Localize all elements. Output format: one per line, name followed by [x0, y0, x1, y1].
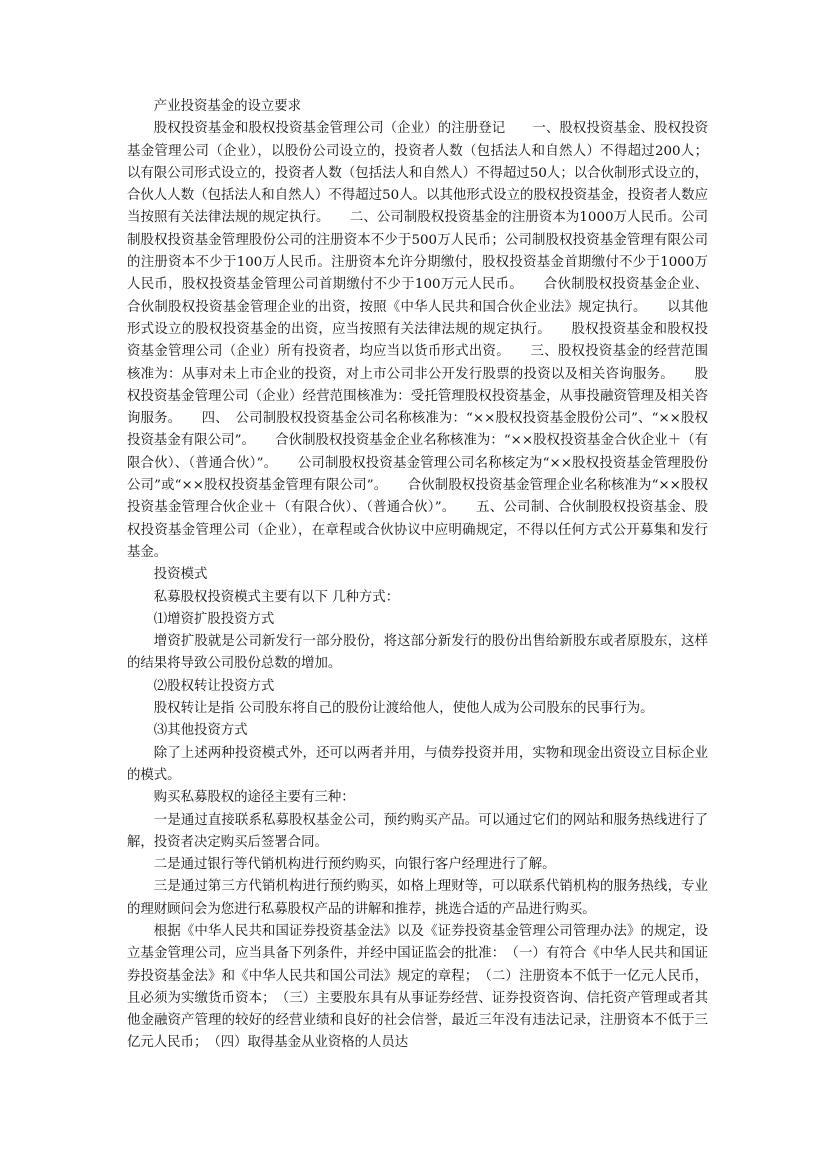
subheading-capital-increase: ⑴增资扩股投资方式 [153, 611, 275, 627]
document-page [127, 96, 708, 1055]
paragraph-channel-two: 二是通过银行等代销机构进行预约购买，向银行客户经理进行了解。 [153, 857, 556, 873]
paragraph-channel-one: 一是通过直接联系私募股权基金公司，预约购买产品。可以通过它们的网站和服务热线进行了解，投资者决定购买后签署合同。 [127, 812, 708, 850]
paragraph-fund-company-conditions: 根据《中华人民共和国证券投资基金法》以及《证券投资基金管理公司管理办法》的规定，设立基金管理公司，应当具备下列条件，并经中国证监会的批准： （一）有符合《中华人民共和国证券投资基金法》和《中华人民共和国公司法》规定的章程； （二）注册资本不低于一亿元人民币，且必须为实缴货币资本； （三）主要股东具有从事证券经营、证券投资咨询、信托资产管理或者其他金融资产管理的较好的经营业绩和良好的社会信誉，最近三年没有违法记录，注册资本不低于三亿元人民币； （四）取得基金从业资格的人员达 [127, 923, 708, 1051]
paragraph-registration-rules: 股权投资基金和股权投资基金管理公司（企业）的注册登记 一、股权投资基金、股权投资基金管理公司（企业），以股份公司设立的，投资者人数（包括法人和自然人）不得超过200人；以有限公司形式设立的，投资者人数（包括法人和自然人）不得超过50人；以合伙制形式设立的，合伙人人数（包括法人和自然人）不得超过50人。以其他形式设立的股权投资基金，投资者人数应当按照有关法律法规的规定执行。 二、公司制股权投资基金的注册资本为1000万人民币。公司制股权投资基金管理股份公司的注册资本不少于500万人民币；公司制股权投资基金管理有限公司的注册资本不少于100万人民币。注册资本允许分期缴付，股权投资基金首期缴付不少于1000万人民币，股权投资基金管理公司首期缴付不少于100万元人民币。 合伙制股权投资基金企业、合伙制股权投资基金管理企业的出资，按照《中华人民共和国合伙企业法》规定执行。 以其他形式设立的股权投资基金的出资，应当按照有关法律法规的规定执行。 股权投资基金和股权投资基金管理公司（企业）所有投资者，均应当以货币形式出资。 三、股权投资基金的经营范围核准为：从事对未上市企业的投资，对上市公司非公开发行股票的投资以及相关咨询服务。 股权投资基金管理公司（企业）经营范围核准为：受托管理股权投资基金，从事投融资管理及相关咨询服务。 四、 公司制股权投资基金公司名称核准为：“××股权投资基金股份公司”、“××股权投资基金有限公司”。 合伙制股权投资基金企业名称核准为：“××股权投资基金合伙企业＋（有限合伙）、（普通合伙）”。 公司制股权投资基金管理公司名称核定为“××股权投资基金管理股份公司”或“××股权投资基金管理有限公司”。 合伙制股权投资基金管理企业名称核准为“××股权投资基金管理合伙企业＋（有限合伙）、（普通合伙）”。 五、公司制、合伙制股权投资基金、股权投资基金管理公司（企业），在章程或合伙协议中应明确规定，不得以任何方式公开募集和发行基金。 [127, 121, 708, 560]
paragraph-purchase-channels-intro: 购买私募股权的途径主要有三种： [153, 790, 355, 806]
section-title-fund-requirements: 产业投资基金的设立要求 [153, 99, 302, 114]
subheading-equity-transfer: ⑵股权转让投资方式 [153, 678, 275, 694]
section-title-investment-mode: 投资模式 [153, 567, 208, 583]
paragraph-capital-increase: 增资扩股就是公司新发行一部分股份，将这部分新发行的股份出售给新股东或者原股东，这样的结果将导致公司股份总数的增加。 [127, 634, 708, 672]
paragraph-other-modes: 除了上述两种投资模式外，还可以两者并用，与债券投资并用，实物和现金出资设立目标企业的模式。 [127, 745, 708, 783]
paragraph-channel-three: 三是通过第三方代销机构进行预约购买，如格上理财等，可以联系代销机构的服务热线，专业的理财顾问会为您进行私募股权产品的讲解和推荐，挑选合适的产品进行购买。 [127, 879, 708, 917]
paragraph-modes-intro: 私募股权投资模式主要有以下 几种方式： [153, 589, 400, 605]
paragraph-equity-transfer: 股权转让是指 公司股东将自己的股份让渡给他人，使他人成为公司股东的民事行为。 [153, 701, 654, 717]
subheading-other-modes: ⑶其他投资方式 [153, 723, 248, 739]
